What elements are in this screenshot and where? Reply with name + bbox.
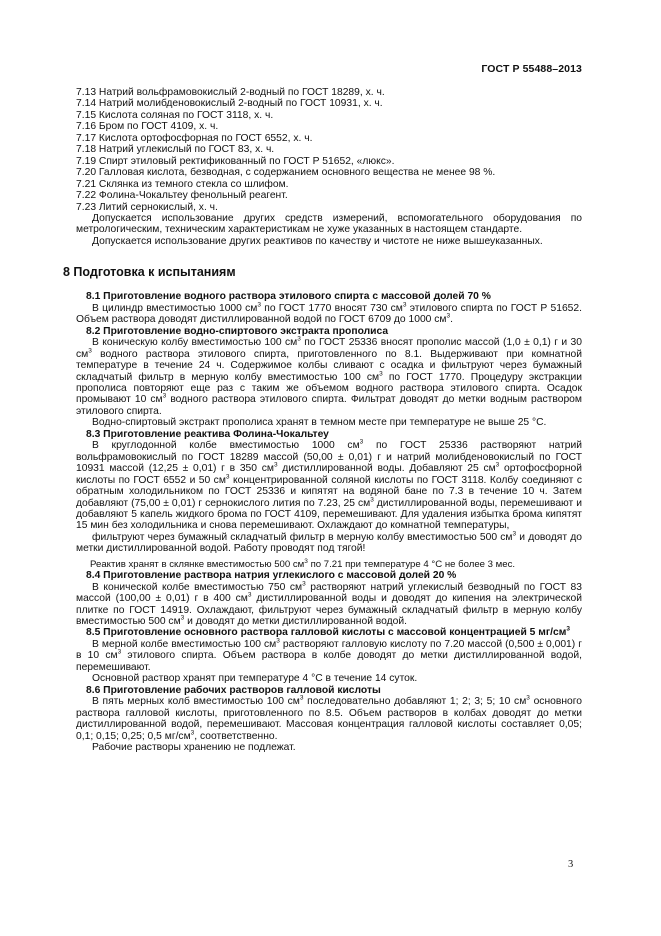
subsection-title: 8.6 Приготовление рабочих растворов галловой кислоты <box>86 684 381 696</box>
storage-note: Рабочие растворы хранению не подлежат. <box>92 742 296 754</box>
standard-header: ГОСТ Р 55488–2013 <box>481 63 582 75</box>
document-body <box>63 87 583 754</box>
list-item: 7.20 Галловая кислота, безводная, с содержанием основного вещества не менее 98 %. <box>76 167 496 179</box>
list-item: 7.19 Спирт этиловый ректификованный по ГОСТ Р 51652, «люкс». <box>76 155 395 167</box>
list-item: 7.15 Кислота соляная по ГОСТ 3118, х. ч. <box>76 109 274 121</box>
subsection-title: 8.2 Приготовление водно-спиртового экстракта прополиса <box>86 325 389 337</box>
list-item: 7.13 Натрий вольфрамовокислый 2-водный по ГОСТ 18289, х. ч. <box>76 87 385 98</box>
paragraph: В цилиндр вместимостью 1000 $см^3$ по ГОСТ 1770 вносят 730 $см^3$ этилового спирта по ГОСТ Р 51652. Объем раствора доводят дистиллированной водой по ГОСТ 6709 до 1000 $см^3$. <box>76 301 582 326</box>
list-item: 7.14 Натрий молибденовокислый 2-водный по ГОСТ 10931, х. ч. <box>76 98 383 110</box>
paragraph: фильтруют через бумажный складчатый фильтр в мерную колбу вместимостью 500 $см^3$ и доводят до метки дистиллированной водой. Работу проводят под тягой! <box>76 530 583 555</box>
allowance-paragraph: Допускается использование других реактивов по качеству и чистоте не ниже вышеуказанных. <box>92 235 543 247</box>
section-title: 8 Подготовка к испытаниям <box>63 265 236 280</box>
subsection-title: 8.1 Приготовление водного раствора этилового спирта с массовой долей 70 % <box>86 291 491 303</box>
list-item: 7.16 Бром по ГОСТ 4109, х. ч. <box>76 121 219 133</box>
paragraph: В коническую колбу вместимостью 100 $см^3$ по ГОСТ 25336 вносят прополис массой (1,0 ± 0,1) г и 30 $см^3$ водного раствора этилового спирта, приготовленного по 8.1. Выдерживают при комнатной температуре в течение 24 ч. Содержимое колбы сливают с осадка и фильтруют через бумажный складчатый фильтр в мерную колбу вместимостью 100 $см^3$ по ГОСТ 1770. Процедуру экстракции прополиса повторяют еще раз с таким же объемом водного раствора этилового спирта. Осадок промывают 10 $см^3$ водного раствора этилового спирта. Фильтрат доводят до метки водным раствором этилового спирта. <box>76 335 582 417</box>
paragraph: В круглодонной колбе вместимостью 1000 $см^3$ по ГОСТ 25336 растворяют натрий вольфрамовокислый по ГОСТ 18289 массой (50,00 ± 0,01) г и натрий молибденовокислый по ГОСТ 10931 массой (12,25 ± 0,01) г в 350 $см^3$ дистиллированной воды. Добавляют 25 $см^3$ ортофосфорной кислоты по ГОСТ 6552 и 50 $см^3$ концентрированной соляной кислоты по ГОСТ 3118. Колбу соединяют с обратным холодильником по ГОСТ 25336 и кипятят на водяной бане по 7.3 в течение 10 ч. Затем добавляют (75,00 ± 0,01) г сернокислого лития по 7.23, 25 $см^3$ дистиллированной воды, перемешивают и добавляют 5 капель жидкого брома по ГОСТ 4109, перемешивают. Для удаления избытка брома кипятят 15 мин без холодильника и снова перемешивают. Охлаждают до комнатной температуры, <box>76 438 583 532</box>
paragraph: В мерной колбе вместимостью 100 $см^3$ растворяют галловую кислоту по 7.20 массой (0,500 ± 0,001) г в 10 $см^3$ этилового спирта. Объем раствора в колбе доводят до метки дистиллированной водой, перемешивают. <box>76 637 582 673</box>
subsection-title: 8.3 Приготовление реактива Фолина-Чокальтеу <box>86 428 329 440</box>
list-item: 7.23 Литий сернокислый, х. ч. <box>76 201 218 213</box>
subsection-title: 8.5 Приготовление основного раствора галловой кислоты с массовой концентрацией 5 $мг/см^3$ <box>86 626 570 639</box>
subsection-title: 8.4 Приготовление раствора натрия углекислого с массовой долей 20 % <box>86 570 457 582</box>
storage-note: Реактив хранят в склянке вместимостью 500 $см^3$ по 7.21 при температуре 4 °С не более 3 мес. <box>90 557 516 570</box>
allowance-paragraph: Допускается использование других средств измерений, вспомогательного оборудования по метрологическим, техническим характеристикам не хуже указанных в настоящем стандарте. <box>76 212 582 236</box>
reagents-list <box>76 87 582 213</box>
list-item: 7.21 Склянка из темного стекла со шлифом. <box>76 178 289 190</box>
list-item: 7.22 Фолина-Чокальтеу фенольный реагент. <box>76 190 288 202</box>
list-item: 7.17 Кислота ортофосфорная по ГОСТ 6552, х. ч. <box>76 132 313 144</box>
paragraph: В конической колбе вместимостью 750 $см^3$ растворяют натрий углекислый безводный по ГОСТ 83 массой (100,00 ± 0,01) г в 400 $см^3$ дистиллированной воды и доводят до кипения на электрической плитке по ГОСТ 14919. Охлаждают, фильтруют через бумажный складчатый фильтр в мерную колбу вместимостью 500 $см^3$ и доводят до метки дистиллированной водой. <box>76 580 582 628</box>
storage-note: Водно-спиртовый экстракт прополиса хранят в темном месте при температуре не выше 25 °С. <box>92 417 547 429</box>
page-number: 3 <box>568 859 574 870</box>
storage-note: Основной раствор хранят при температуре 4 °С в течение 14 суток. <box>92 673 418 685</box>
list-item: 7.18 Натрий углекислый по ГОСТ 83, х. ч. <box>76 144 275 156</box>
paragraph: В пять мерных колб вместимостью 100 $см^3$ последовательно добавляют 1; 2; 3; 5; 10 $см^3$ основного раствора галловой кислоты, приготовленного по 8.5. Объем растворов в колбах доводят до метки дистиллированной водой, перемешивают. Массовая концентрация галловой кислоты составляет 0,05; 0,1; 0,15; 0,25; 0,5 $мг/см^3$, соответственно. <box>76 694 582 742</box>
